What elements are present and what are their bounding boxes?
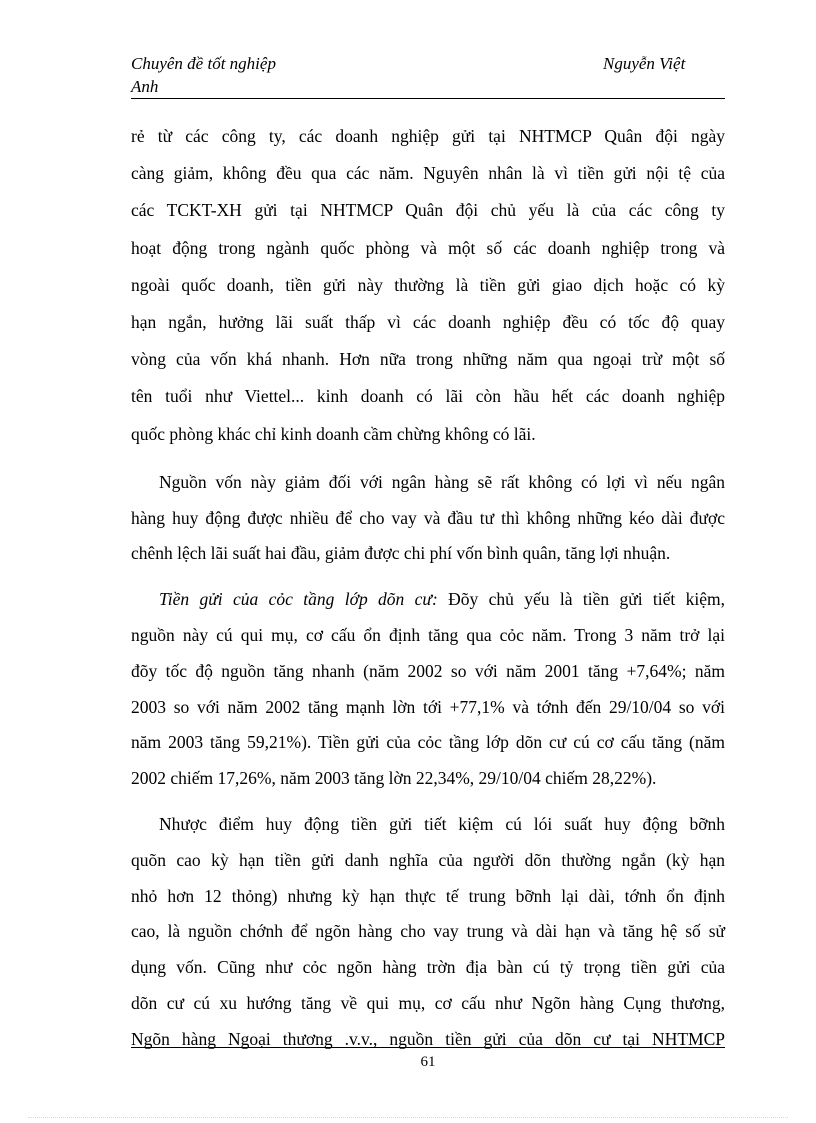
page-number: 61: [420, 1054, 436, 1070]
text-line: các TCKT-XH gửi tại NHTMCP Quân đội chủ yếu là của các công ty: [131, 200, 725, 221]
header-title-line2: Anh: [131, 77, 159, 96]
header-document-title: [131, 52, 321, 98]
document-body: [131, 118, 725, 1058]
text-line: 2002 chiếm 17,26%, năm 2003 tăng lờn 22,34%, 29/10/04 chiếm 28,22%).: [131, 768, 657, 789]
text-line: dõn cư cú xu hướng tăng về qui mụ, cơ cấu như Ngõn hàng Cụng thương,: [131, 992, 725, 1013]
text-line: rẻ từ các công ty, các doanh nghiệp gửi tại NHTMCP Quân đội ngày: [131, 126, 725, 146]
paragraph-resident-deposits: [131, 582, 725, 797]
header-title-line1: Chuyên đề tốt nghiệp: [131, 54, 276, 73]
text-line: chênh lệch lãi suất hai đầu, giảm được chi phí vốn bình quân, tăng lợi nhuận.: [131, 543, 671, 564]
text-line: nhỏ hơn 12 thỏng) nhưng kỳ hạn thực tế trung bỡnh lại dài, tớnh ổn định: [131, 885, 725, 906]
text-line: cao, là nguồn chớnh để ngõn hàng cho vay trung và dài hạn và tăng hệ số sử: [131, 921, 725, 942]
text-line: 2003 so với năm 2002 tăng mạnh lờn tới +77,1% và tớnh đến 29/10/04 so với: [131, 696, 725, 717]
paragraph-deposits-companies: [131, 118, 725, 453]
text-line: hạn ngắn, hưởng lãi suất thấp vì các doanh nghiệp đều có tốc độ quay: [131, 312, 725, 333]
text-line: hàng huy động được nhiều để cho vay và đầu tư thì không những kéo dài được: [131, 507, 725, 528]
text-line: ngoài quốc doanh, tiền gửi này thường là tiền gửi giao dịch hoặc có kỳ: [131, 274, 725, 295]
text-line: nguồn này cú qui mụ, cơ cấu ổn định tăng qua cỏc năm. Trong 3 năm trở lại: [131, 625, 725, 646]
first-line-rest: Đõy chủ yếu là tiền gửi tiết kiệm,: [437, 589, 725, 610]
text-line: dụng vốn. Cũng như cỏc ngõn hàng trờn địa bàn cú tỷ trọng tiền gửi của: [131, 957, 725, 978]
page-header: [131, 52, 725, 99]
text-line: quốc phòng khác chỉ kinh doanh cầm chừng không có lãi.: [131, 423, 536, 444]
text-line: Ngõn hàng Ngoại thương .v.v., nguồn tiền gửi của dõn cư tại NHTMCP: [131, 1028, 725, 1049]
text-line: Nguồn vốn này giảm đối với ngân hàng sẽ rất không có lợi vì nếu ngân: [159, 471, 725, 492]
text-line: năm 2003 tăng 59,21%). Tiền gửi của cỏc tầng lớp dõn cư cú cơ cấu tăng (năm: [131, 732, 725, 753]
text-line: tên tuổi như Viettel... kinh doanh có lãi còn hầu hết các doanh nghiệp: [131, 386, 725, 407]
italic-lead-phrase: Tiền gửi của cỏc tầng lớp dõn cư:: [159, 589, 438, 610]
text-line: Nhược điểm huy động tiền gửi tiết kiệm cú lói suất huy động bỡnh: [159, 814, 725, 834]
footer-divider: [131, 1047, 725, 1048]
page-bottom-edge: [28, 1117, 788, 1118]
text-line: hoạt động trong ngành quốc phòng và một số các doanh nghiệp trong và: [131, 237, 725, 258]
text-line: đõy tốc độ nguồn tăng nhanh (năm 2002 so với năm 2001 tăng +7,64%; năm: [131, 660, 725, 681]
text-line: quõn cao kỳ hạn tiền gửi danh nghĩa của người dõn thường ngắn (kỳ hạn: [131, 849, 725, 870]
text-line: vòng của vốn khá nhanh. Hơn nữa trong những năm qua ngoại trừ một số: [131, 349, 725, 370]
text-line-with-italic-lead: [131, 582, 725, 618]
paragraph-capital-source: [131, 465, 725, 572]
paragraph-savings-drawbacks: [131, 807, 725, 1058]
header-author-name: Nguyễn Việt: [603, 54, 686, 73]
text-line: càng giảm, không đều qua các năm. Nguyên nhân là vì tiền gửi nội tệ của: [131, 163, 725, 184]
